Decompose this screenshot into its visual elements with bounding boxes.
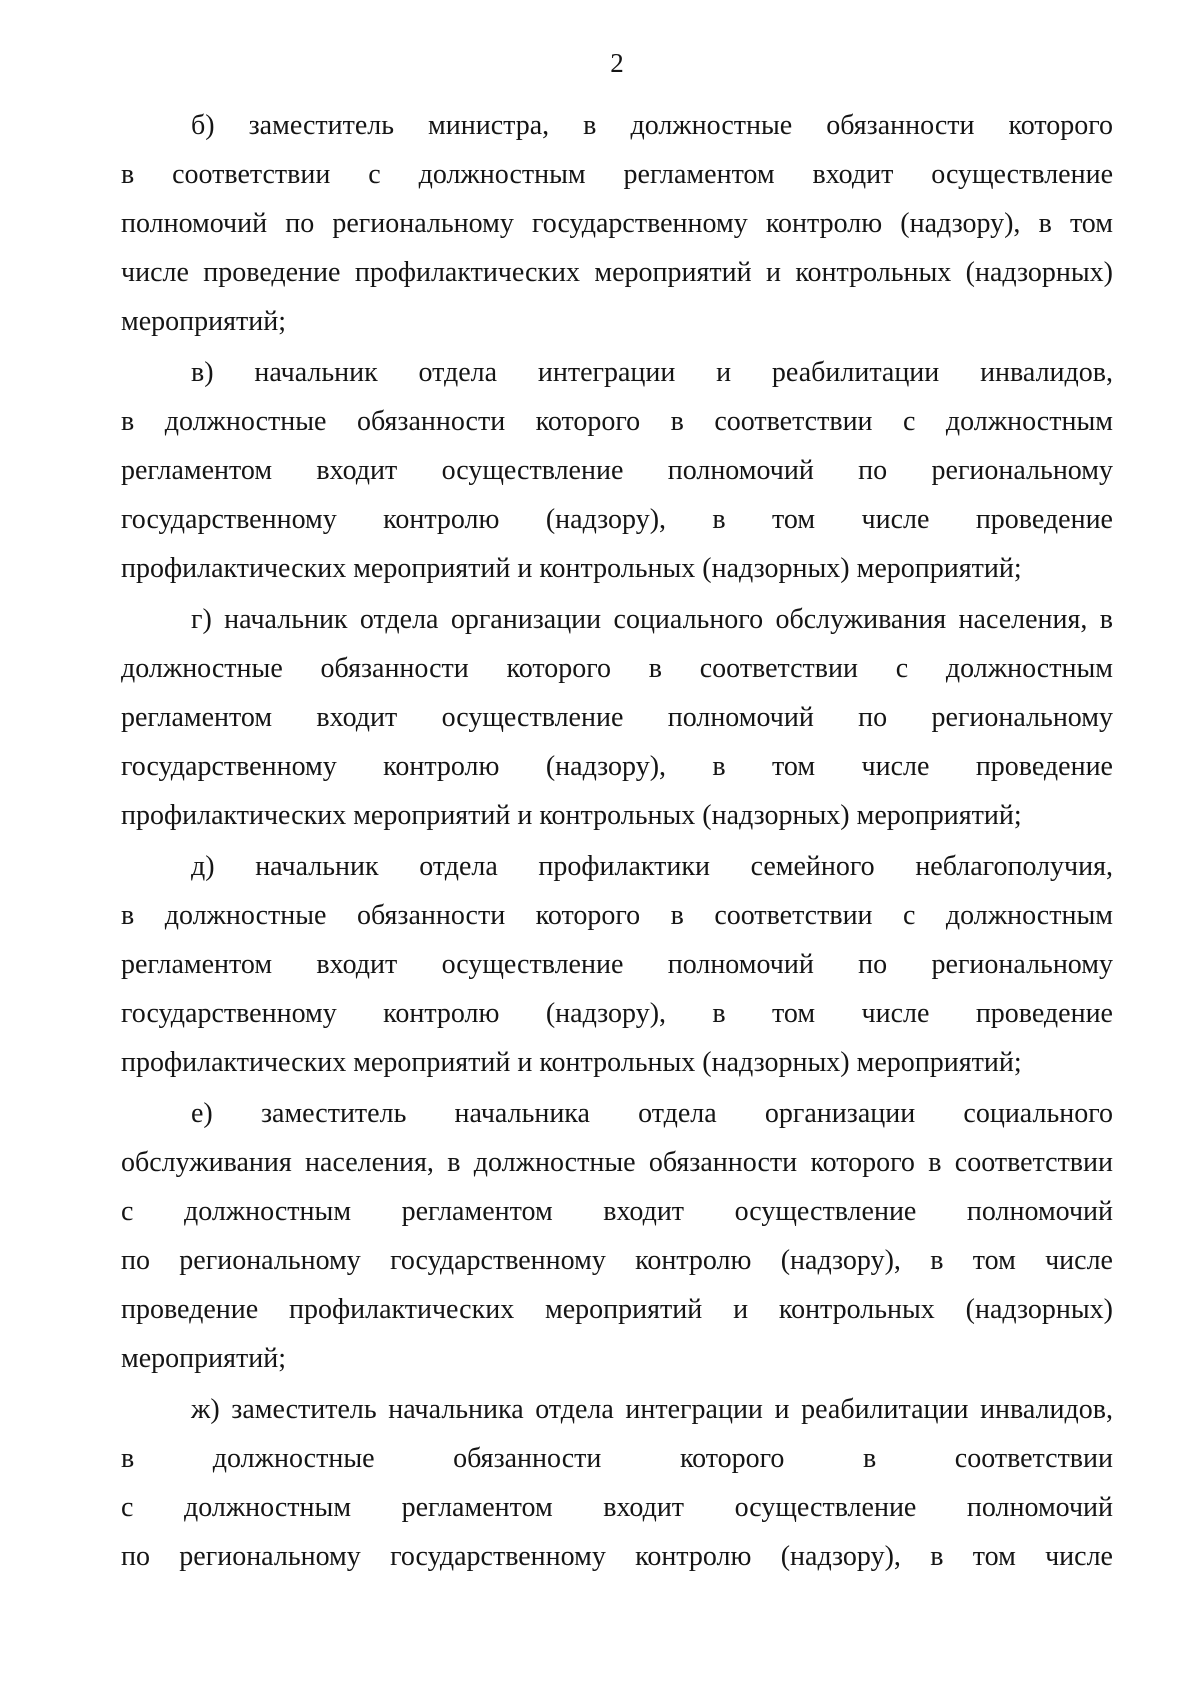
text-line: по региональному государственному контролю (надзору), в том числе	[121, 1245, 1113, 1276]
text-line: в соответствии с должностным регламентом входит осуществление	[121, 159, 1113, 190]
text-line: по региональному государственному контролю (надзору), в том числе	[121, 1541, 1113, 1572]
text-line: должностные обязанности которого в соответствии с должностным	[121, 653, 1113, 684]
text-line: мероприятий;	[121, 306, 286, 337]
paragraph-b	[121, 101, 1113, 346]
text-line: в) начальник отдела интеграции и реабилитации инвалидов,	[191, 357, 1113, 388]
text-line: с должностным регламентом входит осуществление полномочий	[121, 1196, 1113, 1227]
text-line: государственному контролю (надзору), в том числе проведение	[121, 751, 1113, 782]
text-line: государственному контролю (надзору), в том числе проведение	[121, 998, 1113, 1029]
text-line: государственному контролю (надзору), в том числе проведение	[121, 504, 1113, 535]
text-line: в должностные обязанности которого в соответствии	[121, 1443, 1113, 1474]
text-line: обслуживания населения, в должностные обязанности которого в соответствии	[121, 1147, 1113, 1178]
text-line: регламентом входит осуществление полномочий по региональному	[121, 702, 1113, 733]
text-line: с должностным регламентом входит осуществление полномочий	[121, 1492, 1113, 1523]
paragraph-v	[121, 348, 1113, 593]
page-number: 2	[610, 48, 624, 78]
paragraph-g	[121, 595, 1113, 840]
text-line: б) заместитель министра, в должностные обязанности которого	[191, 110, 1113, 141]
paragraph-e	[121, 1089, 1113, 1383]
paragraph-zh	[121, 1385, 1113, 1581]
text-line: полномочий по региональному государственному контролю (надзору), в том	[121, 208, 1113, 239]
document-body	[121, 101, 1113, 1581]
text-line: регламентом входит осуществление полномочий по региональному	[121, 949, 1113, 980]
text-line: профилактических мероприятий и контрольных (надзорных) мероприятий;	[121, 1047, 1022, 1078]
text-line: ж) заместитель начальника отдела интеграции и реабилитации инвалидов,	[191, 1394, 1113, 1425]
text-line: проведение профилактических мероприятий и контрольных (надзорных)	[121, 1294, 1113, 1325]
text-line: профилактических мероприятий и контрольных (надзорных) мероприятий;	[121, 553, 1022, 584]
text-line: регламентом входит осуществление полномочий по региональному	[121, 455, 1113, 486]
paragraph-d	[121, 842, 1113, 1087]
text-line: числе проведение профилактических мероприятий и контрольных (надзорных)	[121, 257, 1113, 288]
text-line: профилактических мероприятий и контрольных (надзорных) мероприятий;	[121, 800, 1022, 831]
text-line: в должностные обязанности которого в соответствии с должностным	[121, 406, 1113, 437]
text-line: д) начальник отдела профилактики семейного неблагополучия,	[191, 851, 1113, 882]
text-line: в должностные обязанности которого в соответствии с должностным	[121, 900, 1113, 931]
text-line: е) заместитель начальника отдела организации социального	[191, 1098, 1113, 1129]
text-line: г) начальник отдела организации социального обслуживания населения, в	[191, 604, 1113, 635]
text-line: мероприятий;	[121, 1343, 286, 1374]
